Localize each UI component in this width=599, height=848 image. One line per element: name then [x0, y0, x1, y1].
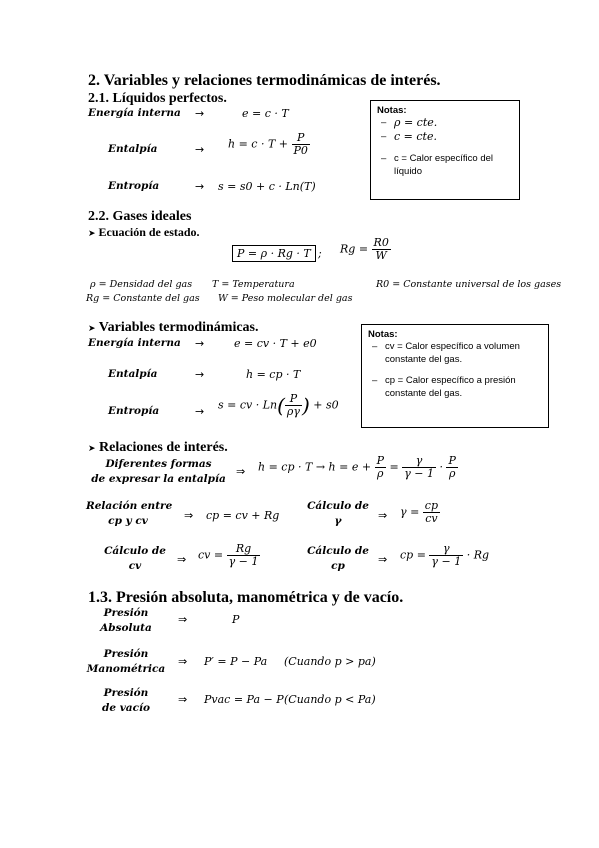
- def-densidad: ρ = Densidad del gas: [90, 279, 193, 290]
- implies-gamma: ⇒: [378, 509, 388, 522]
- label-line: Presión: [103, 607, 149, 619]
- bullet-text: Variables termodinámicas.: [98, 320, 259, 335]
- note-item: – cp = Calor específico a presión constante del gas.: [372, 375, 516, 399]
- eq-post: · Rg: [463, 548, 490, 562]
- notes-box-gases: [361, 324, 549, 428]
- label-entalpia-gas: Entalpía: [108, 368, 158, 380]
- eq-presion-manometrica: P′ = P − Pa: [204, 655, 268, 668]
- cond-vacio: (Cuando p < Pa): [284, 693, 376, 706]
- note-text: c = cte.: [394, 130, 437, 143]
- label-energia-interna-gas: Energía interna: [88, 337, 181, 349]
- eq-relacion-cp-cv: cp = cv + Rg: [206, 509, 280, 522]
- frac-gamma: [402, 455, 436, 480]
- label-entalpia: Entalpía: [108, 143, 158, 155]
- note-text: cp = Calor específico a presión constante del gas.: [385, 375, 516, 399]
- notes-title: Notas:: [377, 105, 407, 116]
- frac-den: ρ: [377, 467, 384, 480]
- implies-absoluta: ⇒: [178, 613, 188, 626]
- bullet-relaciones: [88, 440, 228, 456]
- label-line: Presión: [103, 687, 149, 699]
- bullet-variables: [88, 320, 259, 336]
- note-text: cv = Calor específico a volumen constante del gas.: [385, 341, 520, 365]
- frac-p-rho-2: [446, 455, 457, 480]
- eq-entalpia-liquido: [228, 132, 310, 157]
- bullet-arrow-icon: ➤: [88, 444, 96, 454]
- eq-entalpia-pre: h = c · T +: [228, 137, 292, 151]
- label-relacion-cp-cv: [86, 499, 173, 529]
- rg-pre: Rg =: [340, 242, 372, 256]
- label-line: γ: [334, 515, 342, 527]
- eq-presion-vacio: Pvac = Pa − P: [204, 693, 284, 706]
- label-line: Cálculo de: [307, 500, 369, 512]
- note-text: ρ = cte.: [394, 116, 438, 129]
- implies-vacio: ⇒: [178, 693, 188, 706]
- arrow-entalpia: →: [195, 143, 205, 156]
- frac-p-rho: [375, 455, 386, 480]
- arrow-energia-gas: →: [195, 337, 205, 350]
- implies-cp: ⇒: [378, 553, 388, 566]
- label-calculo-gamma: [300, 499, 376, 529]
- eq-presion-absoluta: P: [232, 613, 240, 626]
- frac-num: P: [376, 454, 384, 467]
- frac-num: P: [292, 132, 310, 145]
- eq-equals: =: [385, 460, 403, 474]
- frac-gamma-cp: [429, 543, 463, 568]
- frac-num: Rg: [227, 543, 261, 556]
- bullet-arrow-icon: ➤: [88, 324, 96, 334]
- eq-pre: s = cv · Ln: [218, 398, 278, 412]
- label-formas-entalpia: [86, 457, 231, 487]
- eq-cp: [400, 543, 489, 568]
- label-energia-interna: Energía interna: [88, 107, 181, 119]
- label-line: cp y cv: [108, 515, 148, 527]
- eq-pre: h = cp · T → h = e +: [258, 460, 375, 474]
- frac-den: cv: [425, 512, 438, 525]
- eq-pre: cp =: [400, 548, 430, 562]
- frac-p-p0: [292, 132, 310, 157]
- frac-den: ρ: [448, 467, 456, 480]
- eq-energia-gas: e = cv · T + e0: [234, 337, 317, 350]
- bullet-ecuacion-estado: [88, 225, 200, 240]
- eq-post: + s0: [313, 398, 339, 412]
- arrow-entropia-gas: →: [195, 405, 205, 418]
- arrow-entalpia-gas: →: [195, 368, 205, 381]
- implies-relacion: ⇒: [184, 509, 194, 522]
- def-constante-universal: R0 = Constante universal de los gases: [376, 279, 562, 290]
- notes-title: Notas:: [368, 329, 398, 340]
- frac-den: γ − 1: [431, 555, 462, 568]
- eq-pre: cv =: [198, 548, 227, 562]
- section-heading-gases: 2.2. Gases ideales: [88, 209, 192, 224]
- note-text: c = Calor específico del líquido: [394, 153, 494, 177]
- eq-pre: γ =: [400, 505, 423, 519]
- note-item: – c = cte.: [381, 130, 437, 143]
- eq-energia-liquido: e = c · T: [242, 107, 289, 120]
- eq-entropia-liquido: s = s0 + c · Ln(T): [218, 180, 316, 193]
- frac-p-rho-gamma: [285, 393, 302, 418]
- arrow-energia: →: [195, 107, 205, 120]
- separator: ;: [318, 247, 322, 260]
- frac-den: P0: [293, 144, 308, 157]
- section-heading-liquidos: 2.1. Líquidos perfectos.: [88, 91, 227, 106]
- frac-den: γ − 1: [404, 467, 434, 480]
- eq-dot: ·: [435, 460, 447, 474]
- eq-formas-entalpia: [258, 455, 458, 480]
- frac-den: W: [375, 249, 387, 262]
- eq-cv: [198, 543, 260, 568]
- label-line: Cálculo de: [104, 545, 166, 557]
- label-line: Absoluta: [100, 622, 152, 634]
- def-peso-molecular: W = Peso molecular del gas: [218, 293, 353, 304]
- implies-cv: ⇒: [177, 553, 187, 566]
- label-line: de expresar la entalpía: [91, 473, 226, 485]
- frac-num: P: [448, 454, 456, 467]
- label-line: Cálculo de: [307, 545, 369, 557]
- rg-equation: [340, 237, 391, 262]
- label-line: cp: [331, 560, 345, 572]
- def-temperatura: T = Temperatura: [212, 279, 295, 290]
- label-presion-manometrica: [86, 647, 166, 677]
- notes-title-text: Notas: [368, 329, 395, 340]
- note-item: – cv = Calor específico a volumen constante del gas.: [372, 341, 520, 365]
- label-line: Relación entre: [86, 500, 173, 512]
- notes-box-liquidos: [370, 100, 520, 200]
- notes-title-text: Notas: [377, 105, 404, 116]
- frac-cp-cv: [423, 500, 440, 525]
- label-entropia: Entropía: [108, 180, 160, 192]
- frac-num: R0: [373, 236, 389, 249]
- bullet-text: Relaciones de interés.: [99, 440, 228, 455]
- label-line: cv: [128, 560, 142, 572]
- note-item: – c = Calor específico del líquido: [381, 153, 494, 177]
- label-calculo-cp: [300, 544, 376, 574]
- label-line: de vacío: [102, 702, 150, 714]
- frac-rg-gamma: [227, 543, 261, 568]
- frac-num: P: [285, 393, 302, 406]
- frac-r0-w: [372, 237, 391, 262]
- eq-entropia-gas: s = cv · Ln( $\frac{P}{\rho\gamma}$ ) + s0: [218, 392, 339, 418]
- frac-den: ργ: [286, 405, 300, 418]
- note-item: – ρ = cte.: [381, 116, 438, 129]
- frac-num: γ: [429, 543, 463, 556]
- label-calculo-cv: [96, 544, 174, 574]
- label-presion-vacio: [90, 686, 162, 716]
- cond-manometrica: (Cuando p > pa): [284, 655, 376, 668]
- label-presion-absoluta: [90, 606, 162, 636]
- eq-gamma: [400, 500, 440, 525]
- state-equation: P = ρ · Rg · T: [232, 245, 316, 262]
- bullet-text: Ecuación de estado.: [98, 225, 200, 239]
- eq-entalpia-gas: h = cp · T: [246, 368, 301, 381]
- implies-manometrica: ⇒: [178, 655, 188, 668]
- frac-num: γ: [402, 455, 436, 468]
- section-heading-presion: 1.3. Presión absoluta, manométrica y de vacío.: [88, 589, 404, 606]
- label-line: Diferentes formas: [105, 458, 212, 470]
- arrow-entropia: →: [195, 180, 205, 193]
- label-entropia-gas: Entropía: [108, 405, 160, 417]
- def-constante-gas: Rg = Constante del gas: [86, 293, 200, 304]
- bullet-arrow-icon: ➤: [88, 229, 96, 239]
- frac-num: cp: [424, 499, 438, 512]
- label-line: Manométrica: [86, 663, 166, 675]
- frac-den: γ − 1: [228, 555, 259, 568]
- implies-entalpia: ⇒: [236, 465, 246, 478]
- page-title: 2. Variables y relaciones termodinámicas de interés.: [88, 72, 441, 89]
- label-line: Presión: [103, 648, 149, 660]
